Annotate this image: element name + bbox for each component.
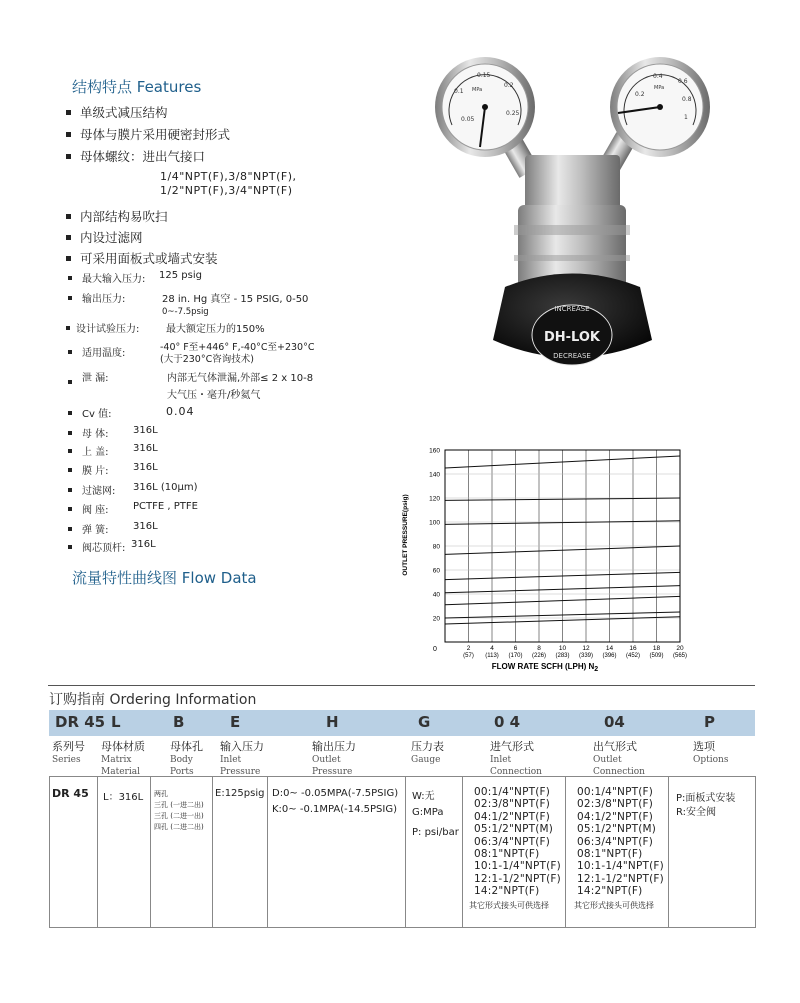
flow-chart (395, 440, 695, 680)
code-material: L (111, 713, 121, 731)
spec-row (68, 501, 198, 516)
header-inlet-pressure (220, 738, 264, 778)
outlet-connection-list (577, 786, 664, 898)
gauge-unit-label: MPa (654, 85, 665, 91)
gauge-option: P: psi/bar (412, 827, 459, 838)
inlet-connection-option: 05:1/2"NPT(M) (474, 823, 554, 836)
spec-value: 125 psig (159, 270, 202, 281)
chart-x-tick-label: 6 (513, 645, 518, 652)
chart-x-tick-label: 20 (676, 645, 684, 652)
feature-item (66, 125, 230, 143)
code-outlet-pressure: H (326, 713, 339, 731)
spec-row (68, 270, 202, 285)
spec-value: 内部无气体泄漏,外部≤ 2 x 10-8 (167, 373, 314, 384)
bullet-icon (66, 235, 71, 240)
spec-value: PCTFE , PTFE (133, 501, 198, 512)
spec-value: 最大额定压力的150% (166, 324, 265, 335)
spec-value: 316L (133, 521, 158, 532)
inlet-connection-list (474, 786, 561, 898)
header-en: Series (52, 755, 81, 765)
npt-line-2: 1/2"NPT(F),3/4"NPT(F) (160, 184, 293, 197)
header-gauge (411, 738, 444, 766)
chart-x-tick-lph-label: (113) (485, 653, 499, 659)
inlet-connection-note: 其它形式接头可供选择 (469, 901, 549, 910)
option-value: R:安全阀 (676, 807, 717, 818)
gauge-tick-label: 0.6 (678, 78, 688, 85)
feature-text: 可采用面板式或墙式安装 (80, 251, 218, 266)
knob-decrease-label: DECREASE (553, 352, 591, 360)
code-outlet-connection: 04 (604, 713, 625, 731)
bullet-icon (66, 326, 70, 330)
inlet-connection-option: 12:1-1/2"NPT(F) (474, 872, 561, 885)
gauge-unit-label: MPa (472, 87, 483, 93)
spec-label: 弹 簧: (82, 525, 109, 536)
gauge-tick-label: 0.25 (506, 110, 520, 117)
header-zh: 出气形式 (593, 740, 637, 753)
chart-y-tick-label: 100 (429, 519, 440, 527)
spec-label: 膜 片: (82, 466, 109, 477)
column-divider (405, 776, 406, 928)
gauge-tick-label: 0.15 (477, 72, 491, 79)
series-value: DR 45 (52, 787, 89, 800)
bullet-icon (68, 411, 72, 415)
spec-value: 28 in. Hg 真空 - 15 PSIG, 0-50 (162, 294, 309, 305)
chart-x-tick-lph-label: (57) (463, 653, 474, 659)
code-ports: B (173, 713, 185, 731)
feature-text: 内设过滤网 (80, 230, 143, 245)
chart-origin-label: 0 (433, 646, 437, 653)
inlet-connection-option: 00:1/4"NPT(F) (474, 786, 551, 798)
spec-row (68, 339, 315, 365)
column-divider (462, 776, 463, 928)
gauge-option: G:MPa (412, 807, 444, 818)
code-inlet-connection: 0 4 (494, 713, 521, 731)
chart-x-tick-lph-label: (226) (531, 653, 547, 659)
inlet-connection-option: 02:3/8"NPT(F) (474, 798, 551, 811)
chart-y-tick-label: 160 (429, 447, 440, 455)
column-divider (267, 776, 268, 928)
regulator-image (430, 55, 720, 385)
chart-x-ticks (463, 645, 687, 659)
chart-x-tick-lph-label: (509) (649, 653, 664, 659)
header-en: Connection (593, 767, 645, 777)
code-inlet-pressure: E (230, 713, 241, 731)
header-en: Outlet (593, 755, 622, 765)
bullet-icon (68, 449, 72, 453)
spec-row (68, 369, 314, 401)
spec-row (68, 443, 158, 458)
header-en: Connection (490, 767, 542, 777)
bullet-icon (68, 507, 72, 511)
spec-row (68, 482, 198, 497)
gauge-option: W:无 (412, 791, 435, 802)
gauge-tick-label: 0.2 (504, 82, 514, 89)
outlet-connection-option: 14:2"NPT(F) (577, 885, 643, 898)
spec-row (68, 539, 156, 554)
option-value: P:面板式安装 (676, 793, 736, 804)
outlet-connection-option: 08:1"NPT(F) (577, 848, 643, 861)
header-en: Inlet (220, 755, 242, 765)
code-options: P (704, 713, 715, 731)
spec-value: 316L (131, 539, 156, 550)
column-divider (150, 776, 151, 928)
bullet-icon (68, 431, 72, 435)
bullet-icon (68, 296, 72, 300)
chart-x-tick-lph-label: (339) (578, 653, 594, 659)
chart-x-label-text: FLOW RATE SCFH (LPH) N (491, 662, 595, 671)
chart-y-tick-label: 20 (432, 615, 440, 623)
ports-option: 两孔 (154, 790, 168, 798)
chart-x-tick-label: 2 (466, 645, 471, 652)
bullet-icon (68, 276, 72, 280)
gauge-tick-label: 0.2 (635, 91, 645, 98)
feature-text: 单级式减压结构 (80, 105, 168, 120)
spec-label: 母 体: (82, 429, 109, 440)
column-divider (668, 776, 669, 928)
chart-y-ticks (429, 448, 440, 623)
chart-x-label (492, 662, 599, 673)
header-en: Options (693, 755, 729, 765)
chart-y-tick-label: 140 (429, 471, 440, 479)
chart-x-label-sub: 2 (594, 666, 599, 673)
header-ports (170, 738, 203, 778)
inlet-connection-option: 06:3/4"NPT(F) (474, 835, 551, 848)
bullet-icon (66, 214, 71, 219)
spec-value: 316L (10μm) (133, 482, 198, 493)
bullet-icon (68, 380, 72, 384)
outlet-connection-option: 12:1-1/2"NPT(F) (577, 872, 664, 885)
feature-item (66, 103, 168, 121)
feature-item (66, 228, 143, 246)
outlet-connection-option: 06:3/4"NPT(F) (577, 835, 654, 848)
column-divider (565, 776, 566, 928)
header-zh: 系列号 (52, 740, 85, 753)
header-material (101, 738, 145, 778)
column-divider (212, 776, 213, 928)
feature-item (66, 147, 205, 165)
ports-option: 三孔 (二进一出) (154, 812, 204, 820)
header-zh: 母体材质 (101, 740, 145, 753)
chart-x-tick-label: 8 (537, 645, 541, 652)
header-outlet-pressure (312, 738, 356, 778)
order-code-bar (49, 710, 755, 736)
header-en: Inlet (490, 755, 512, 765)
bullet-icon (68, 468, 72, 472)
bullet-icon (68, 488, 72, 492)
chart-y-tick-label: 120 (429, 495, 440, 503)
outlet-connection-option: 02:3/8"NPT(F) (577, 798, 654, 811)
bullet-icon (68, 527, 72, 531)
spec-label: 泄 漏: (82, 373, 109, 384)
header-en: Pressure (312, 767, 353, 777)
header-zh: 输入压力 (220, 740, 264, 753)
spec-label: Cv 值: (82, 409, 112, 420)
chart-y-tick-label: 40 (432, 591, 440, 599)
chart-x-tick-lph-label: (452) (625, 653, 641, 659)
chart-x-tick-lph-label: (170) (508, 653, 523, 659)
header-en: Matrix (101, 755, 132, 765)
chart-y-label: OUTLET PRESSURE(psig) (402, 494, 409, 576)
spec-value: 316L (133, 443, 158, 454)
chart-x-tick-label: 14 (605, 645, 614, 652)
gauge-tick-label: 1 (684, 114, 688, 121)
outlet-pressure-option: D:0~ -0.05MPA(-7.5PSIG) (272, 788, 399, 799)
gauge-tick-label: 0.8 (682, 96, 692, 103)
chart-x-tick-lph-label: (283) (555, 653, 570, 659)
spec-value-2: (大于230°C咨询技术) (160, 354, 254, 365)
gauge-tick-label: 0.05 (461, 116, 475, 123)
feature-text: 母体螺纹：进出气接口 (80, 149, 206, 164)
column-divider (97, 776, 98, 928)
header-en: Outlet (312, 755, 341, 765)
spec-label: 上 盖: (82, 447, 109, 458)
spec-value-2: 大气压・毫升/秒氦气 (167, 390, 261, 401)
spec-row (68, 405, 195, 420)
feature-item (66, 249, 218, 267)
bullet-icon (66, 256, 71, 261)
spec-row (68, 521, 158, 536)
flow-data-title: 流量特性曲线图 Flow Data (72, 569, 257, 587)
spec-row (66, 320, 265, 335)
code-series: DR 45 (55, 713, 106, 731)
chart-y-tick-label: 60 (432, 567, 440, 575)
outlet-connection-option: 04:1/2"NPT(F) (577, 810, 654, 823)
feature-text: 母体与膜片采用硬密封形式 (80, 127, 231, 142)
header-inlet-connection (490, 738, 542, 778)
ordering-title: 订购指南 Ordering Information (49, 692, 257, 708)
header-en: Gauge (411, 755, 441, 765)
chart-x-tick-label: 16 (629, 645, 637, 652)
header-options (693, 738, 728, 766)
header-en: Ports (170, 767, 194, 777)
spec-label: 阀 座: (82, 505, 109, 516)
right-pressure-gauge (610, 57, 710, 157)
chart-x-tick-label: 12 (582, 645, 590, 652)
spec-value: -40° F至+446° F,-40°C至+230°C (160, 342, 315, 353)
ports-option: 三孔 (一进二出) (154, 801, 204, 809)
inlet-connection-option: 08:1"NPT(F) (474, 848, 540, 861)
spec-row (68, 462, 158, 477)
header-en: Pressure (220, 767, 261, 777)
spec-label: 适用温度: (82, 348, 126, 359)
outlet-pressure-option: K:0~ -0.1MPA(-14.5PSIG) (272, 804, 397, 815)
bullet-icon (66, 132, 71, 137)
bullet-icon (68, 350, 72, 354)
bullet-icon (66, 110, 71, 115)
spec-row (68, 290, 309, 317)
knob-increase-label: INCREASE (554, 305, 590, 313)
material-value: L：316L (103, 792, 144, 803)
spec-label: 阀芯顶杆: (82, 543, 126, 554)
header-en: Body (170, 755, 193, 765)
inlet-connection-option: 14:2"NPT(F) (474, 885, 540, 898)
spec-value: 0.04 (166, 405, 195, 418)
outlet-connection-note: 其它形式接头可供选择 (574, 901, 654, 910)
spec-label: 过滤网: (82, 486, 116, 497)
header-series (52, 738, 85, 766)
spec-value-2: 0~-7.5psig (162, 307, 209, 317)
left-pressure-gauge (435, 57, 535, 157)
header-outlet-connection (593, 738, 645, 778)
code-gauge: G (418, 713, 431, 731)
feature-text: 内部结构易吹扫 (80, 209, 168, 224)
knob-brand-label: DH-LOK (543, 330, 601, 345)
chart-x-tick-lph-label: (565) (672, 653, 688, 659)
spec-label: 输出压力: (82, 294, 126, 305)
chart-x-tick-label: 10 (558, 645, 567, 652)
features-title: 结构特点 Features (72, 78, 202, 96)
outlet-connection-option: 00:1/4"NPT(F) (577, 786, 654, 798)
bullet-icon (68, 545, 72, 549)
header-en: Material (101, 767, 140, 777)
outlet-connection-option: 05:1/2"NPT(M) (577, 823, 657, 836)
spec-label: 设计试验压力: (76, 324, 140, 335)
inlet-connection-option: 10:1-1/4"NPT(F) (474, 860, 561, 873)
feature-item (66, 207, 168, 225)
spec-label: 最大输入压力: (82, 274, 146, 285)
outlet-connection-option: 10:1-1/4"NPT(F) (577, 860, 664, 873)
inlet-pressure-value: E:125psig (215, 788, 265, 799)
header-zh: 母体孔 (170, 740, 203, 753)
inlet-connection-option: 04:1/2"NPT(F) (474, 810, 551, 823)
chart-x-tick-label: 4 (490, 645, 494, 652)
spec-value: 316L (133, 462, 158, 473)
spec-value: 316L (133, 425, 158, 436)
bullet-icon (66, 154, 71, 159)
divider (48, 685, 755, 686)
gauge-tick-label: 0.4 (653, 73, 663, 80)
chart-x-tick-label: 18 (652, 645, 661, 652)
ports-option: 四孔 (二进二出) (154, 823, 204, 831)
npt-line-1: 1/4"NPT(F),3/8"NPT(F), (160, 170, 297, 183)
chart-x-tick-lph-label: (396) (602, 653, 617, 659)
chart-y-tick-label: 80 (432, 543, 440, 551)
header-zh: 压力表 (411, 740, 444, 753)
spec-row (68, 425, 158, 440)
header-zh: 进气形式 (490, 740, 534, 753)
header-zh: 选项 (693, 740, 715, 753)
gauge-tick-label: 0.1 (454, 88, 464, 95)
header-zh: 输出压力 (312, 740, 356, 753)
